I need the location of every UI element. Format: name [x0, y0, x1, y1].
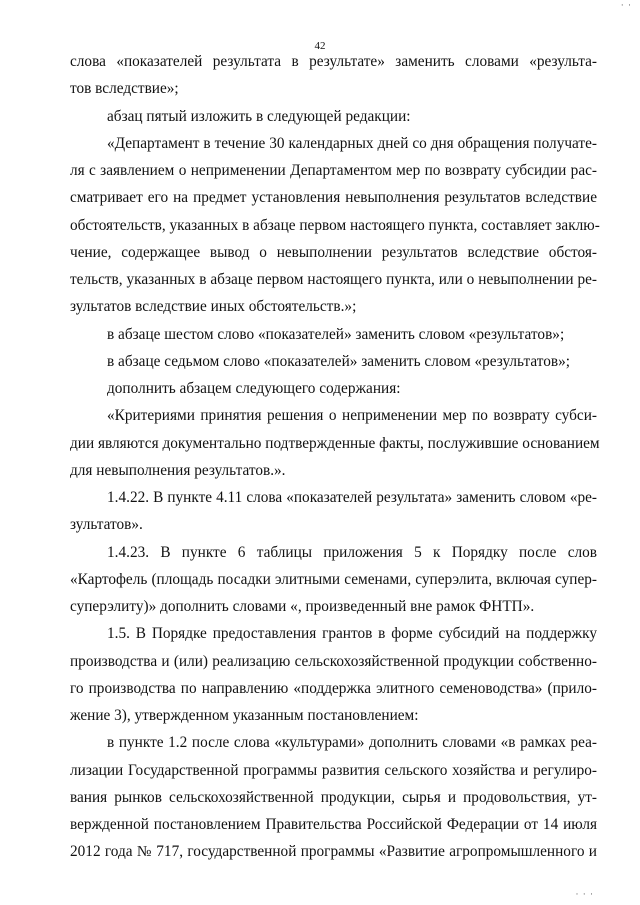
text-line: [0, 350, 640, 374]
text-line: [0, 513, 640, 537]
text-line-content: го производства по направлению «поддержка элитного семеноводства» (прило-: [70, 679, 597, 697]
text-line-content: зультатов».: [70, 516, 143, 534]
text-line-content: 1.5. В Порядке предоставления грантов в форме субсидий на поддержку: [107, 625, 597, 643]
text-line-content: 2012 года № 717, государственной программы «Развитие агропромышленного и: [70, 843, 597, 861]
text-line-content: производства и (или) реализацию сельскохозяйственной продукции собственно-: [70, 652, 597, 670]
text-line: [0, 404, 640, 428]
text-line: [0, 50, 640, 74]
text-line: [0, 323, 640, 347]
text-line-content: лизации Государственной программы развития сельского хозяйства и регулиро-: [70, 761, 597, 779]
text-line-content: в пункте 1.2 после слова «культурами» дополнить словами «в рамках реа-: [107, 734, 597, 752]
text-line-content: тов вследствие»;: [70, 80, 179, 98]
text-line-content: для невыполнения результатов.».: [70, 461, 286, 479]
text-line: [0, 786, 640, 810]
text-line: [0, 105, 640, 129]
text-line: [0, 622, 640, 646]
text-line: [0, 432, 640, 456]
text-line-content: чение, содержащее вывод о невыполнении результатов вследствие обстоя-: [70, 243, 597, 261]
text-line: [0, 132, 640, 156]
text-line: [0, 759, 640, 783]
text-line: [0, 731, 640, 755]
text-line: [0, 77, 640, 101]
text-line: [0, 459, 640, 483]
text-line: [0, 486, 640, 510]
text-line-content: обстоятельств, указанных в абзаце первом настоящего пункта, составляет заклю-: [70, 216, 600, 234]
text-line-content: 1.4.23. В пункте 6 таблицы приложения 5 к Порядку после слов: [107, 543, 597, 561]
text-line-content: суперэлиту)» дополнить словами «, произведенный вне рамок ФНТП».: [70, 598, 535, 615]
scan-artifact-top: · ·: [620, 0, 632, 10]
text-line: [0, 677, 640, 701]
text-line: [0, 595, 640, 619]
text-line-content: 1.4.22. В пункте 4.11 слова «показателей результата» заменить словом «ре-: [107, 489, 597, 506]
text-line-content: вержденной постановлением Правительства Российской Федерации от 14 июля: [70, 816, 597, 833]
text-line: [0, 840, 640, 864]
text-line: [0, 241, 640, 265]
text-line-content: ля с заявлением о неприменении Департаментом мер по возврату субсидии рас-: [70, 162, 597, 179]
text-line-content: тельств, указанных в абзаце первом настоящего пункта, или о невыполнении ре-: [70, 271, 597, 288]
text-line: [0, 541, 640, 565]
text-line: [0, 813, 640, 837]
text-line-content: вания рынков сельскохозяйственной продукции, сырья и продовольствия, ут-: [70, 788, 597, 806]
text-line-content: зультатов вследствие иных обстоятельств.»;: [70, 298, 357, 316]
text-line: [0, 650, 640, 674]
scan-artifact-bottom: · · ·: [575, 889, 594, 899]
text-line: [0, 568, 640, 592]
text-line-content: «Картофель (площадь посадки элитными семенами, суперэлита, включая супер-: [70, 570, 597, 588]
text-line-content: в абзаце седьмом слово «показателей» заменить словом «результатов»;: [107, 352, 570, 370]
text-line: [0, 214, 640, 238]
text-line-content: в абзаце шестом слово «показателей» заменить словом «результатов»;: [107, 325, 565, 343]
text-line-content: абзац пятый изложить в следующей редакции:: [107, 107, 411, 125]
text-line: [0, 295, 640, 319]
text-line-content: дополнить абзацем следующего содержания:: [107, 380, 401, 397]
text-line: [0, 377, 640, 401]
text-line: [0, 186, 640, 210]
text-line-content: слова «показателей результата в результате» заменить словами «результа-: [70, 53, 597, 70]
page-number: 42: [314, 40, 326, 52]
text-line: [0, 704, 640, 728]
text-line-content: «Департамент в течение 30 календарных дней со дня обращения получате-: [107, 134, 597, 152]
text-line: [0, 268, 640, 292]
text-line-content: «Критериями принятия решения о неприменении мер по возврату субси-: [107, 407, 597, 425]
text-line-content: сматривает его на предмет установления невыполнения результатов вследствие: [70, 189, 597, 207]
text-line-content: дии являются документально подтвержденные факты, послужившие основанием: [70, 434, 600, 452]
text-line: [0, 159, 640, 183]
text-line-content: жение 3), утвержденном указанным постановлением:: [70, 707, 419, 724]
